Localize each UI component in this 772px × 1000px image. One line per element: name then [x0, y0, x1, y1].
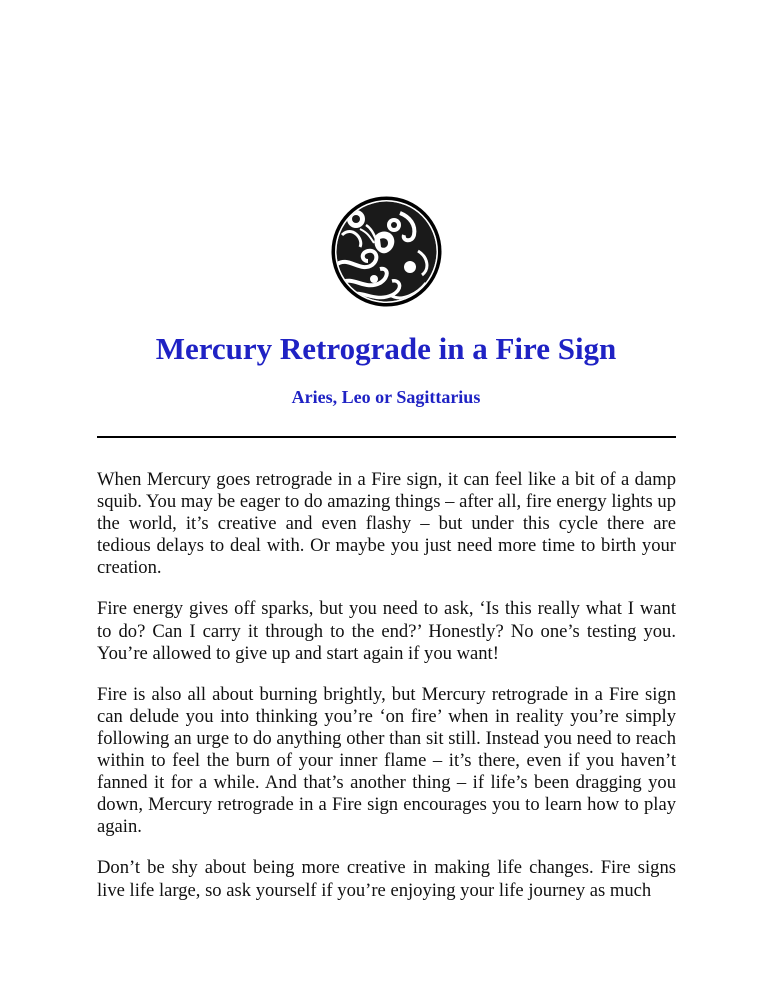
article-body: [97, 469, 676, 921]
page-subtitle: Aries, Leo or Sagittarius: [291, 387, 481, 407]
mercury-emblem-icon: [330, 195, 443, 308]
page-title: Mercury Retrograde in a Fire Sign: [155, 331, 617, 366]
paragraph: Fire energy gives off sparks, but you need to ask, ‘Is this really what I want to do? Can I carry it through to the end?’ Honestly? No one’s testing you. You’re allowed to give up and start again if you want!: [97, 598, 676, 664]
paragraph: Fire is also all about burning brightly, but Mercury retrograde in a Fire sign can delude you into thinking you’re ‘on fire’ when in reality you’re simply following an urge to do anything other than sit still. Instead you need to reach within to feel the burn of your inner flame – it’s there, even if you haven’t fanned it for a while. And that’s another thing – if life’s been dragging you down, Mercury retrograde in a Fire sign encourages you to learn how to play again.: [97, 683, 676, 838]
divider: [97, 436, 676, 438]
paragraph: Don’t be shy about being more creative in making life changes. Fire signs live life large, so ask yourself if you’re enjoying your life journey as much: [97, 857, 676, 901]
paragraph: When Mercury goes retrograde in a Fire sign, it can feel like a bit of a damp squib. You may be eager to do amazing things – after all, fire energy lights up the world, it’s creative and even flashy – but under this cycle there are tedious delays to deal with. Or maybe you just need more time to birth your creation.: [97, 469, 676, 579]
